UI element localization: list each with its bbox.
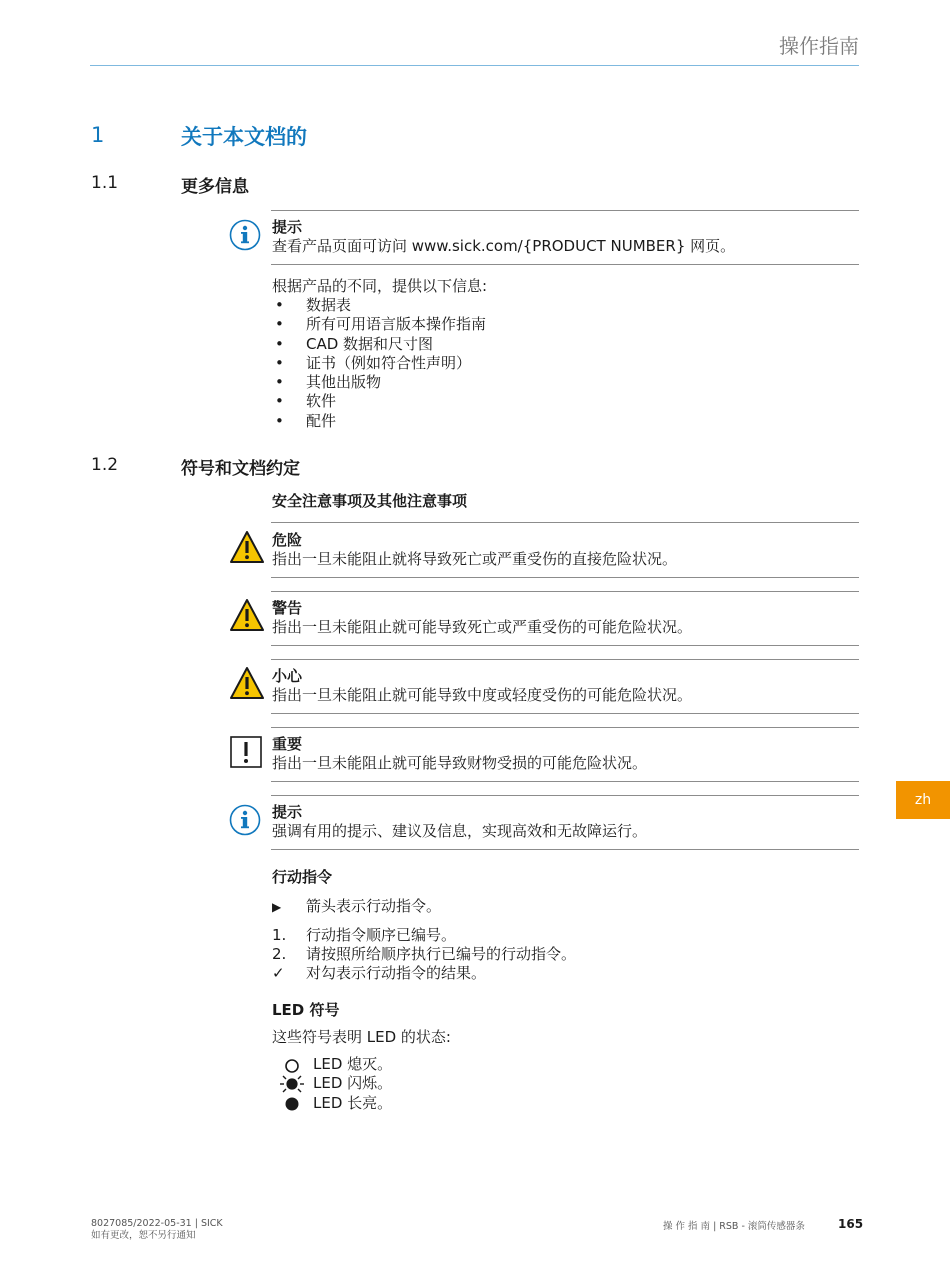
notice-label: 提示 [272, 803, 303, 821]
notice-label: 重要 [272, 735, 303, 753]
list-item: • 数据表 [275, 296, 352, 314]
list-item: • CAD 数据和尺寸图 [275, 334, 434, 353]
info-circle-icon [229, 219, 261, 255]
page-number: 165 [838, 1217, 864, 1231]
notice-label: 小心 [272, 667, 303, 685]
led-off-label: LED 熄灭。 [313, 1055, 393, 1073]
warning-triangle-icon [229, 666, 265, 704]
section-1-title: 关于本文档的 [181, 125, 307, 149]
section-1-2-number: 1.2 [91, 455, 119, 475]
notice-text: 指出一旦未能阻止就可能导致财物受损的可能危险状况。 [272, 754, 648, 772]
notice-top-rule [271, 727, 859, 728]
list-item: • 软件 [275, 392, 337, 411]
notice-bottom-rule [271, 645, 859, 646]
notice-top-rule [271, 522, 859, 523]
notice-text: 指出一旦未能阻止就可能导致中度或轻度受伤的可能危险状况。 [272, 686, 693, 704]
arrow-marker-icon: ▶ [272, 900, 282, 914]
notice-top-rule [271, 659, 859, 660]
running-header-title: 操作指南 [779, 34, 859, 58]
footer-disclaimer: 如有更改，恕不另行通知 [91, 1230, 196, 1241]
notice-bottom-rule [271, 849, 859, 850]
header-divider [90, 65, 859, 66]
list-item: • 配件 [275, 411, 337, 430]
section-1-1-title: 更多信息 [181, 177, 249, 197]
info-circle-icon [229, 804, 261, 840]
section-1-1-number: 1.1 [91, 173, 119, 193]
notice-label: 警告 [272, 599, 303, 617]
language-tab[interactable]: zh [896, 781, 950, 819]
section-1-2-title: 符号和文档约定 [181, 459, 300, 479]
list-item: • 证书（例如符合性声明） [275, 353, 472, 372]
action-step: ✓ 对勾表示行动指令的结果。 [272, 964, 487, 982]
led-on-icon [284, 1096, 300, 1116]
notice-bottom-rule [271, 577, 859, 578]
exclamation-box-icon [230, 736, 262, 772]
note-label: 提示 [272, 218, 303, 236]
info-intro: 根据产品的不同，提供以下信息: [272, 277, 488, 295]
safety-heading: 安全注意事项及其他注意事项 [272, 492, 468, 510]
notice-bottom-rule [271, 781, 859, 782]
note-text: 查看产品页面可访问 www.sick.com/{PRODUCT NUMBER} 网页。 [272, 237, 736, 255]
checkmark-icon: ✓ [272, 964, 285, 982]
actions-heading: 行动指令 [272, 868, 333, 886]
notice-label: 危险 [272, 531, 303, 549]
list-item: • 所有可用语言版本操作指南 [275, 315, 487, 334]
footer-doc-id: 8027085/2022-05-31 | SICK [91, 1218, 223, 1229]
notice-bottom-rule [271, 713, 859, 714]
section-1-number: 1 [91, 123, 105, 147]
action-step: 1. 行动指令顺序已编号。 [272, 926, 457, 944]
notice-text: 强调有用的提示、建议及信息，实现高效和无故障运行。 [272, 822, 648, 840]
note-bottom-rule [271, 264, 859, 265]
warning-triangle-icon [229, 598, 265, 636]
led-heading: LED 符号 [272, 1001, 340, 1019]
action-step: 2. 请按照所给顺序执行已编号的行动指令。 [272, 945, 577, 963]
led-flashing-icon [280, 1074, 304, 1098]
notice-top-rule [271, 795, 859, 796]
warning-triangle-icon [229, 530, 265, 568]
action-step: ▶ 箭头表示行动指令。 [272, 897, 442, 915]
led-flashing-label: LED 闪烁。 [313, 1074, 393, 1092]
note-top-rule [271, 210, 859, 211]
led-on-label: LED 长亮。 [313, 1094, 393, 1112]
footer-doc-title: 操 作 指 南 | RSB - 滚筒传感器条 [663, 1221, 805, 1232]
footer-doc-info [91, 1218, 223, 1242]
list-item: • 其他出版物 [275, 373, 382, 392]
notice-text: 指出一旦未能阻止就可能导致死亡或严重受伤的可能危险状况。 [272, 618, 693, 636]
led-intro: 这些符号表明 LED 的状态: [272, 1028, 451, 1046]
notice-text: 指出一旦未能阻止就将导致死亡或严重受伤的直接危险状况。 [272, 550, 678, 568]
notice-top-rule [271, 591, 859, 592]
info-list [272, 296, 486, 431]
